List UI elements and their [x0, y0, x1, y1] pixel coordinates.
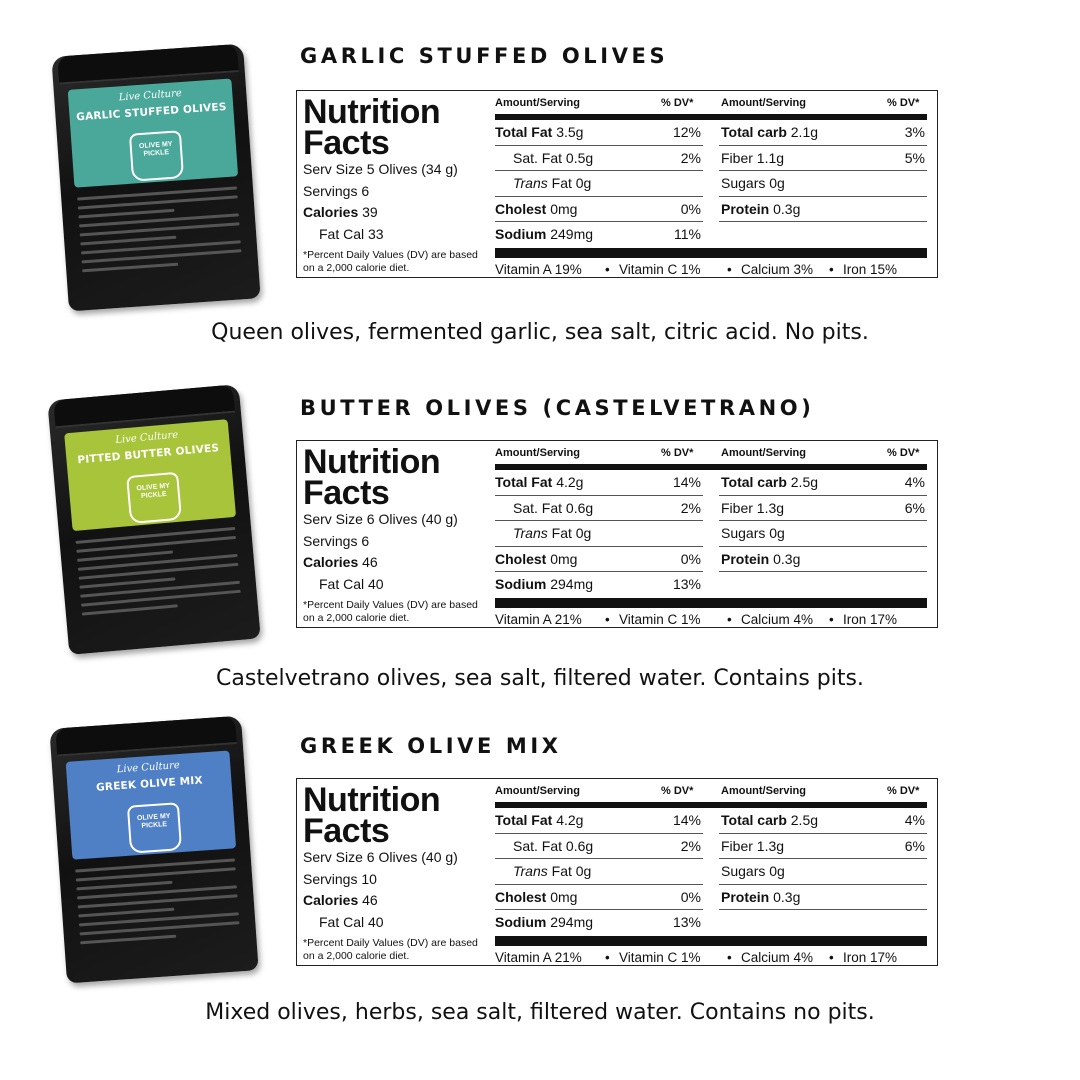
vitamins-line [495, 258, 927, 280]
header-amount-serving: Amount/Serving [495, 785, 580, 797]
ingredients-text: Queen olives, fermented garlic, sea salt, citric acid. No pits. [211, 320, 869, 345]
daily-value-footnote: *Percent Daily Values (DV) are based on a 2,000 calorie diet. [303, 599, 478, 624]
product-bag-image [51, 44, 260, 312]
nutrient-cell [495, 859, 703, 885]
bag-text-line [78, 908, 174, 918]
bag-product-name: GARLIC STUFFED OLIVES [75, 100, 227, 124]
bag-text-line [78, 209, 174, 219]
nutrient-amount: 0g [769, 175, 785, 191]
nutrient-label: Cholest [495, 888, 547, 905]
nutrient-amount: Fat 0g [551, 863, 592, 879]
product-title: BUTTER OLIVES (CASTELVETRANO) [300, 396, 815, 420]
servings-per-container: Servings 10 [303, 870, 377, 887]
bullet-separator: • [829, 261, 834, 277]
nutrient-daily-value: 4% [904, 812, 925, 828]
nutrient-amount: 0mg [550, 550, 578, 567]
nutrient-text [495, 124, 583, 140]
bag-text-line [80, 236, 176, 246]
vitamin-value: Calcium 3% [741, 261, 814, 277]
nutrient-cell [719, 470, 927, 496]
nutrient-label: Trans [513, 863, 548, 879]
vitamin-value: Vitamin A 19% [495, 261, 582, 277]
ingredients-text: Castelvetrano olives, sea salt, filtered water. Contains pits. [216, 666, 864, 691]
nutrient-header [495, 447, 927, 470]
header-percent-dv: % DV* [661, 447, 694, 459]
nutrient-label: Protein [721, 888, 770, 905]
header-percent-dv: % DV* [661, 97, 694, 109]
nutrient-label: Sodium [495, 576, 547, 592]
bag-label-panel [64, 419, 236, 531]
nutrient-amount: 3.5g [556, 124, 584, 140]
nutrient-text [513, 150, 593, 166]
nutrient-text [495, 551, 577, 567]
nutrient-label: Total Fat [495, 474, 553, 490]
nutrient-text [495, 474, 583, 490]
jar-logo-text: OLIVE MY PICKLE [136, 482, 171, 501]
nutrient-header [495, 785, 927, 808]
bag-product-name: GREEK OLIVE MIX [95, 774, 204, 794]
nutrient-grid [495, 97, 927, 280]
ingredients-text: Mixed olives, herbs, sea salt, filtered water. Contains no pits. [205, 1000, 875, 1025]
nutrient-amount: 2.5g [790, 812, 819, 828]
nutrient-label: Sodium [495, 226, 547, 242]
nutrient-label: Sat. Fat [513, 149, 563, 166]
nutrient-text [721, 525, 785, 541]
bag-brand-logo: Live Culture [116, 760, 181, 776]
nutrient-daily-value: 5% [904, 149, 925, 166]
nutrient-row [495, 171, 927, 197]
nutrient-amount: 0g [769, 525, 785, 541]
nutrient-amount: 0.6g [565, 499, 594, 516]
nutrient-label: Trans [513, 175, 548, 191]
nutrient-row [495, 808, 927, 834]
calories-label: Calories [303, 204, 359, 220]
nutrient-text [495, 889, 577, 905]
nutrition-facts-heading: Nutrition Facts [303, 781, 441, 850]
nutrient-daily-value: 14% [672, 812, 701, 828]
nutrient-cell [495, 171, 703, 197]
nutrient-daily-value: 2% [680, 837, 701, 854]
nutrient-row [495, 496, 927, 522]
nutrient-amount: 2.1g [790, 124, 819, 140]
nutrient-text [721, 551, 800, 567]
nutrient-grid [495, 447, 927, 630]
nutrient-row [495, 885, 927, 911]
header-percent-dv: % DV* [887, 785, 920, 797]
nutrient-cell [495, 547, 703, 573]
nutrient-amount: 1.3g [756, 499, 785, 516]
jar-logo-icon [126, 472, 182, 524]
nutrient-cell [719, 547, 927, 573]
nutrient-header [495, 97, 927, 120]
nutrient-amount: Fat 0g [551, 175, 592, 191]
nutrient-cell [495, 885, 703, 911]
nutrient-row [495, 834, 927, 860]
nutrient-row [495, 572, 927, 598]
nutrient-cell [719, 496, 927, 522]
nutrient-row [495, 521, 927, 547]
calories-value: 46 [362, 554, 378, 570]
calories-value: 39 [362, 204, 378, 220]
nutrient-row [495, 859, 927, 885]
nutrient-label: Total carb [721, 812, 787, 828]
vitamins-line [495, 946, 927, 968]
bag-back-text [75, 858, 241, 959]
nutrient-text [513, 525, 591, 541]
nutrient-amount: 4.2g [556, 812, 584, 828]
serving-size: Serv Size 6 Olives (40 g) [303, 849, 458, 865]
nutrient-row [495, 547, 927, 573]
nutrient-amount: 1.1g [756, 149, 785, 166]
nutrient-text [495, 226, 593, 242]
jar-logo-icon [127, 802, 182, 854]
nutrition-facts-panel [296, 778, 938, 966]
nutrient-label: Protein [721, 550, 770, 567]
vitamin-value: Vitamin A 21% [495, 611, 582, 627]
bullet-separator: • [829, 611, 834, 627]
nutrient-label: Sugars [721, 525, 766, 541]
vitamin-value: Vitamin C 1% [619, 949, 701, 965]
thick-divider [495, 936, 927, 946]
thick-divider [495, 598, 927, 608]
vitamin-value: Calcium 4% [741, 611, 814, 627]
nutrient-text [721, 838, 784, 854]
header-percent-dv: % DV* [887, 97, 920, 109]
bullet-separator: • [605, 261, 610, 277]
bag-text-line [82, 604, 178, 615]
bag-back-text [76, 527, 243, 631]
nutrient-text [721, 863, 785, 879]
nutrient-cell [495, 496, 703, 522]
nutrient-cell [719, 521, 927, 547]
calories-line [303, 890, 489, 912]
bullet-separator: • [727, 261, 732, 277]
product-title: GREEK OLIVE MIX [300, 734, 562, 758]
bag-text-line [80, 935, 176, 945]
nutrient-text [513, 500, 593, 516]
nutrient-label: Trans [513, 525, 548, 541]
nutrient-cell [495, 470, 703, 496]
nutrient-amount: 249mg [550, 226, 594, 242]
daily-value-footnote: *Percent Daily Values (DV) are based on a 2,000 calorie diet. [303, 249, 478, 274]
bullet-separator: • [605, 611, 610, 627]
nutrient-text [513, 838, 593, 854]
header-amount-serving: Amount/Serving [721, 447, 806, 459]
vitamin-value: Calcium 4% [741, 949, 814, 965]
nutrient-daily-value: 6% [904, 837, 925, 854]
serving-size: Serv Size 6 Olives (40 g) [303, 511, 458, 527]
product-bag-image [47, 384, 260, 655]
servings-per-container: Servings 6 [303, 182, 370, 199]
nutrition-facts-panel [296, 90, 938, 278]
calories-label: Calories [303, 892, 359, 908]
nutrient-row [495, 222, 927, 248]
bullet-separator: • [727, 949, 732, 965]
nutrient-label: Sugars [721, 863, 766, 879]
nutrient-label: Sat. Fat [513, 837, 563, 854]
vitamin-value: Iron 15% [843, 261, 898, 277]
nutrient-cell [719, 171, 927, 197]
bag-label-panel [68, 79, 238, 188]
header-amount-serving: Amount/Serving [721, 785, 806, 797]
header-amount-serving: Amount/Serving [495, 97, 580, 109]
nutrient-label: Cholest [495, 550, 547, 567]
nutrient-cell [719, 120, 927, 146]
nutrient-daily-value: 6% [904, 499, 925, 516]
nutrient-cell [495, 808, 703, 834]
bag-brand-logo: Live Culture [118, 88, 183, 104]
nutrient-amount: 0.6g [565, 837, 594, 854]
bag-text-line [82, 263, 178, 273]
nutrient-label: Cholest [495, 200, 547, 217]
nutrient-daily-value: 14% [672, 474, 701, 490]
bag-text-line [76, 881, 172, 891]
nutrition-summary [303, 783, 489, 963]
nutrient-amount: 4.2g [556, 474, 584, 490]
nutrient-cell [719, 859, 927, 885]
nutrient-text [495, 576, 593, 592]
vitamins-line [495, 608, 927, 630]
nutrient-cell [719, 146, 927, 172]
nutrient-amount: 0.3g [773, 200, 801, 217]
nutrient-cell [495, 222, 703, 248]
nutrient-label: Total carb [721, 474, 787, 490]
jar-logo-text: OLIVE MY PICKLE [136, 812, 171, 830]
nutrient-amount: 0.3g [773, 550, 801, 567]
nutrient-label: Protein [721, 200, 770, 217]
nutrient-daily-value: 12% [672, 124, 701, 140]
nutrient-cell [495, 910, 703, 936]
vitamin-value: Iron 17% [843, 611, 898, 627]
nutrient-label: Sugars [721, 175, 766, 191]
nutrient-label: Sat. Fat [513, 499, 563, 516]
nutrient-label: Sodium [495, 914, 547, 930]
nutrient-amount: Fat 0g [551, 525, 592, 541]
nutrient-text [721, 175, 785, 191]
header-percent-dv: % DV* [887, 447, 920, 459]
nutrient-amount: 0g [769, 863, 785, 879]
header-amount-serving: Amount/Serving [721, 97, 806, 109]
nutrient-daily-value: 0% [680, 550, 701, 567]
daily-value-footnote: *Percent Daily Values (DV) are based on a 2,000 calorie diet. [303, 937, 478, 962]
fat-calories: Fat Cal 40 [319, 913, 384, 930]
nutrient-amount: 294mg [550, 576, 594, 592]
calories-value: 46 [362, 892, 378, 908]
jar-logo-icon [129, 130, 184, 182]
nutrient-daily-value: 11% [674, 226, 701, 242]
bag-brand-logo: Live Culture [114, 429, 179, 447]
nutrient-row [495, 910, 927, 936]
nutrient-text [721, 150, 784, 166]
product-bag-image [49, 716, 258, 984]
bag-product-name: PITTED BUTTER OLIVES [76, 442, 220, 467]
nutrient-daily-value: 13% [672, 576, 701, 592]
nutrient-cell [719, 808, 927, 834]
nutrient-text [495, 812, 583, 828]
nutrient-amount: 0mg [550, 888, 578, 905]
bag-back-text [77, 186, 243, 287]
calories-line [303, 202, 489, 224]
nutrient-label: Total carb [721, 124, 787, 140]
nutrient-daily-value: 13% [672, 914, 701, 930]
nutrition-facts-heading: Nutrition Facts [303, 443, 441, 512]
serving-size: Serv Size 5 Olives (34 g) [303, 161, 458, 177]
nutrient-text [721, 201, 800, 217]
vitamin-value: Vitamin C 1% [619, 261, 701, 277]
nutrient-cell [719, 885, 927, 911]
thick-divider [495, 248, 927, 258]
nutrient-text [513, 863, 591, 879]
nutrition-facts-heading: Nutrition Facts [303, 93, 441, 162]
nutrient-amount: 0.3g [773, 888, 801, 905]
bullet-separator: • [605, 949, 610, 965]
calories-label: Calories [303, 554, 359, 570]
vitamin-value: Vitamin C 1% [619, 611, 701, 627]
header-amount-serving: Amount/Serving [495, 447, 580, 459]
nutrient-cell [719, 834, 927, 860]
bullet-separator: • [829, 949, 834, 965]
vitamin-value: Vitamin A 21% [495, 949, 582, 965]
vitamin-value: Iron 17% [843, 949, 898, 965]
bag-label-panel [66, 751, 236, 860]
nutrient-grid [495, 785, 927, 968]
nutrient-daily-value: 4% [904, 474, 925, 490]
nutrient-row [495, 120, 927, 146]
nutrient-daily-value: 0% [680, 888, 701, 905]
nutrient-daily-value: 2% [680, 149, 701, 166]
nutrient-amount: 0mg [550, 200, 578, 217]
nutrition-summary [303, 95, 489, 275]
header-percent-dv: % DV* [661, 785, 694, 797]
nutrient-daily-value: 2% [680, 499, 701, 516]
nutrient-label: Fiber [721, 149, 753, 166]
nutrient-amount: 0.5g [565, 149, 594, 166]
nutrient-daily-value: 3% [904, 124, 925, 140]
nutrient-cell [495, 120, 703, 146]
calories-line [303, 552, 489, 574]
nutrient-daily-value: 0% [680, 200, 701, 217]
fat-calories: Fat Cal 33 [319, 225, 384, 242]
nutrient-cell [495, 521, 703, 547]
nutrient-text [721, 812, 818, 828]
nutrient-label: Fiber [721, 499, 753, 516]
nutrient-amount: 1.3g [756, 837, 785, 854]
nutrient-row [495, 146, 927, 172]
nutrient-row [495, 197, 927, 223]
nutrient-label: Fiber [721, 837, 753, 854]
nutrition-facts-panel [296, 440, 938, 628]
nutrient-amount: 2.5g [790, 474, 819, 490]
nutrient-row [495, 470, 927, 496]
nutrient-cell [495, 146, 703, 172]
nutrient-text [513, 175, 591, 191]
nutrient-cell [495, 572, 703, 598]
product-title: GARLIC STUFFED OLIVES [300, 44, 669, 68]
nutrient-cell [719, 197, 927, 223]
fat-calories: Fat Cal 40 [319, 575, 384, 592]
nutrient-cell [495, 834, 703, 860]
nutrient-text [721, 889, 800, 905]
servings-per-container: Servings 6 [303, 532, 370, 549]
nutrient-text [495, 201, 577, 217]
jar-logo-text: OLIVE MY PICKLE [138, 140, 173, 158]
nutrient-label: Total Fat [495, 812, 553, 828]
nutrition-summary [303, 445, 489, 625]
bullet-separator: • [727, 611, 732, 627]
nutrient-text [721, 124, 818, 140]
nutrient-text [721, 474, 818, 490]
nutrient-amount: 294mg [550, 914, 594, 930]
nutrient-label: Total Fat [495, 124, 553, 140]
nutrient-cell [495, 197, 703, 223]
nutrient-text [721, 500, 784, 516]
nutrient-text [495, 914, 593, 930]
